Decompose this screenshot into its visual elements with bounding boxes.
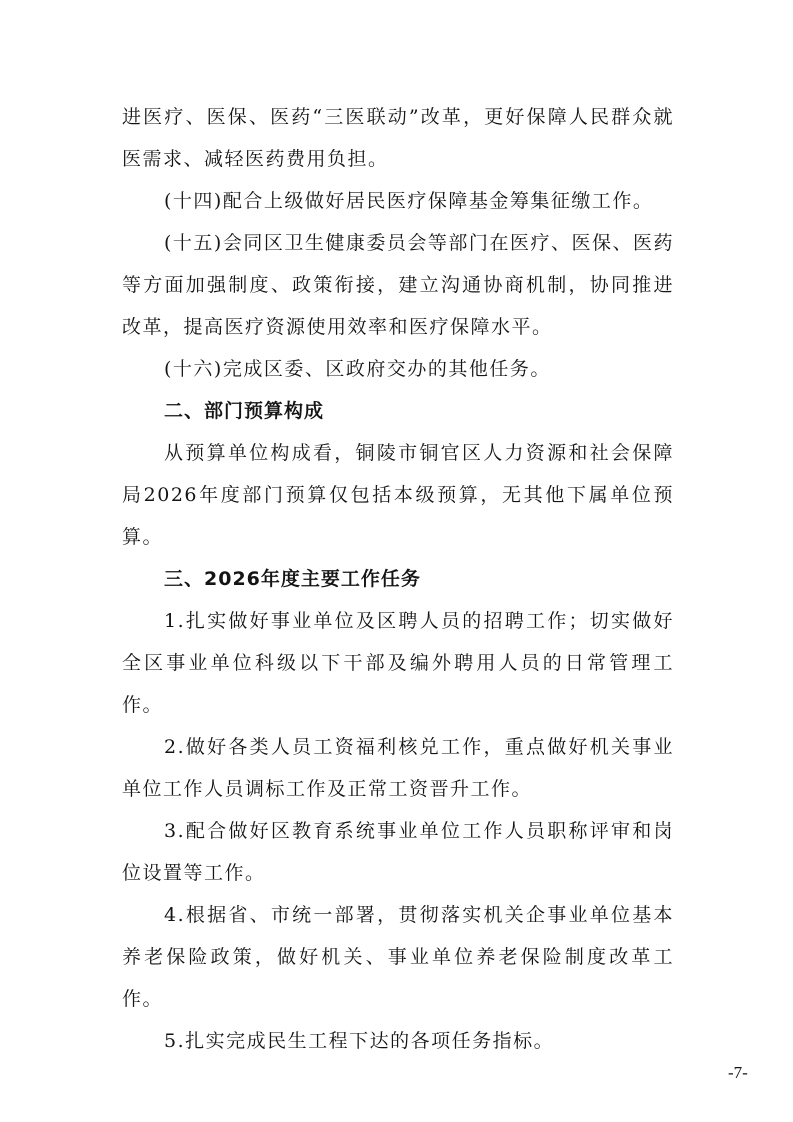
section-heading-main-tasks: 三、2026年度主要工作任务 (164, 568, 421, 590)
task-item-4: 4.根据省、市统一部署，贯彻落实机关企事业单位基本养老保险政策，做好机关、事业单位养老保险制度改革工作。 (122, 904, 674, 1010)
document-body (122, 96, 674, 1062)
paragraph-item-15: (十五)会同区卫生健康委员会等部门在医疗、医保、医药等方面加强制度、政策衔接，建立沟通协商机制，协同推进改革，提高医疗资源使用效率和医疗保障水平。 (122, 232, 674, 338)
task-item-5: 5.扎实完成民生工程下达的各项任务指标。 (164, 1030, 555, 1052)
task-item-1: 1.扎实做好事业单位及区聘人员的招聘工作；切实做好全区事业单位科级以下干部及编外聘用人员的日常管理工作。 (122, 610, 674, 716)
paragraph-budget-structure: 从预算单位构成看，铜陵市铜官区人力资源和社会保障局2026年度部门预算仅包括本级预算，无其他下属单位预算。 (122, 442, 674, 548)
paragraph-item-14: (十四)配合上级做好居民医疗保障基金筹集征缴工作。 (164, 190, 654, 212)
section-heading-budget-structure: 二、部门预算构成 (164, 400, 325, 422)
paragraph-item-16: (十六)完成区委、区政府交办的其他任务。 (164, 358, 551, 380)
page-number: -7- (728, 1063, 748, 1082)
paragraph-continuation: 进医疗、医保、医药“三医联动”改革，更好保障人民群众就医需求、减轻医药费用负担。 (122, 106, 674, 170)
task-item-3: 3.配合做好区教育系统事业单位工作人员职称评审和岗位设置等工作。 (122, 820, 674, 884)
task-item-2: 2.做好各类人员工资福利核兑工作，重点做好机关事业单位工作人员调标工作及正常工资晋升工作。 (122, 736, 674, 800)
